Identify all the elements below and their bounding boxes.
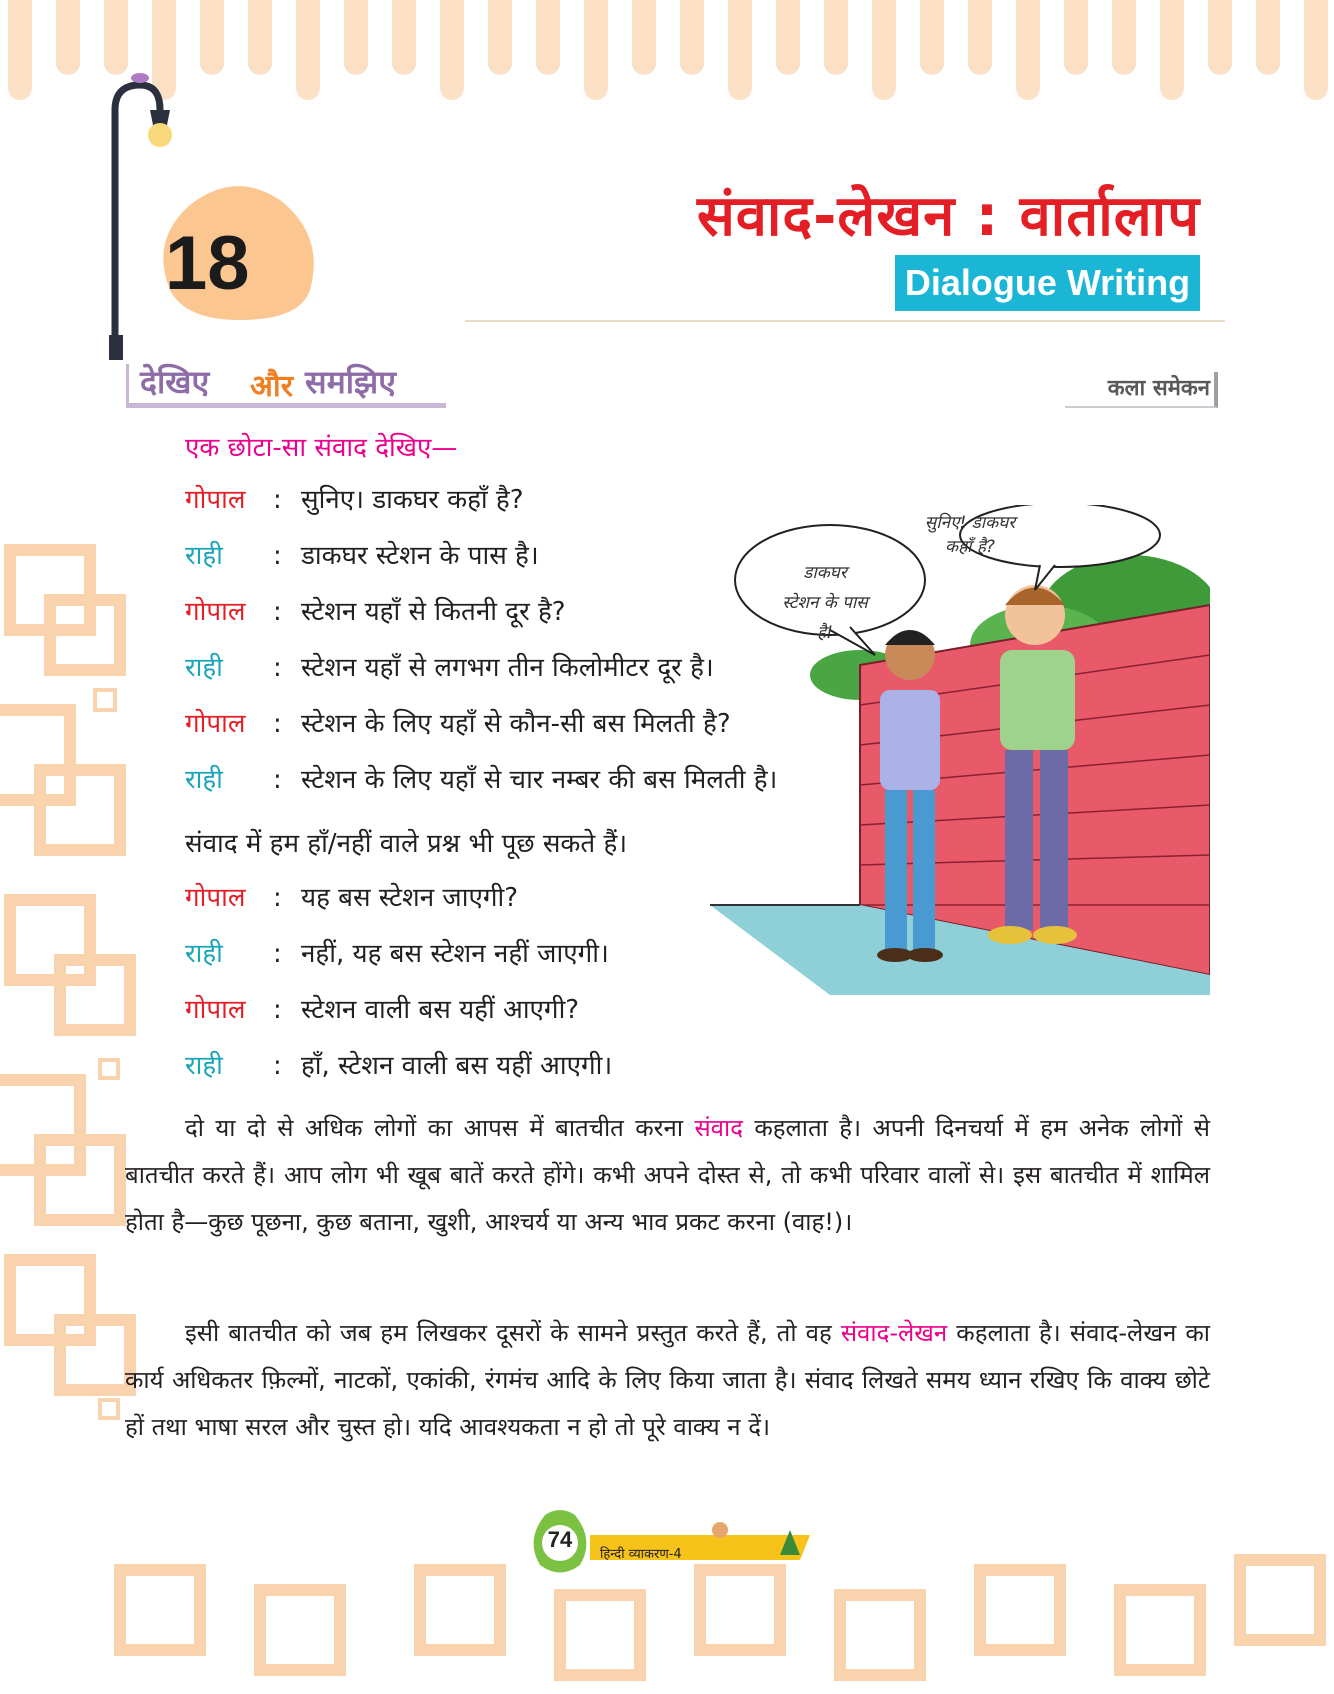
dialogue-text: स्टेशन के लिए यहाँ से चार नम्बर की बस मिलती है।: [301, 765, 778, 795]
awning-stripe: [680, 0, 704, 75]
dialogue-text: स्टेशन यहाँ से कितनी दूर है?: [301, 597, 566, 627]
awning-stripe: [1112, 0, 1136, 75]
awning-stripe: [1256, 0, 1280, 75]
speaker-name: गोपाल: [185, 485, 246, 515]
paragraph-text: इसी बातचीत को जब हम लिखकर दूसरों के सामने प्रस्तुत करते हैं, तो वह: [185, 1319, 841, 1347]
section-label-samjhiye: समझिए: [305, 363, 396, 401]
section-label-aur: और: [250, 369, 293, 404]
dialogue-intro: एक छोटा-सा संवाद देखिए—: [185, 433, 458, 463]
chapter-title-english: Dialogue Writing: [895, 255, 1200, 311]
speaker-name: गोपाल: [185, 709, 246, 739]
speech-bubble-line: सुनिए! डाकघर: [924, 513, 1016, 533]
awning-stripe: [776, 0, 800, 75]
awning-stripe: [392, 0, 416, 75]
dialogue-text: डाकघर स्टेशन के पास है।: [301, 541, 539, 571]
awning-stripe: [632, 0, 656, 75]
speaker-name: राही: [185, 765, 223, 795]
speech-bubble-line: कहाँ है?: [945, 537, 995, 557]
awning-stripe: [1208, 0, 1232, 75]
dialogue-line: राही : नहीं, यह बस स्टेशन नहीं जाएगी।: [185, 934, 609, 970]
awning-stripe: [56, 0, 80, 75]
highlight-term: संवाद-लेखन: [840, 1319, 948, 1347]
book-title: हिन्दी व्याकरण-4: [600, 1547, 682, 1562]
speech-bubble-line: डाकघर: [803, 563, 847, 583]
speaker-name: राही: [185, 541, 223, 571]
awning-stripe: [824, 0, 848, 75]
paragraph-text: दो या दो से अधिक लोगों का आपस में बातचीत करना: [185, 1114, 695, 1142]
dialogue-line: गोपाल : स्टेशन वाली बस यहीं आएगी?: [185, 990, 579, 1026]
dialogue-text: सुनिए। डाकघर कहाँ है?: [301, 485, 524, 515]
awning-stripe: [872, 0, 896, 100]
dialogue-line: राही : डाकघर स्टेशन के पास है।: [185, 536, 539, 572]
speech-bubble-line: है!: [817, 623, 833, 643]
speech-bubble-line: स्टेशन के पास: [782, 593, 868, 613]
yes-no-note: संवाद में हम हाँ/नहीं वाले प्रश्न भी पूछ सकते हैं।: [185, 829, 628, 859]
speaker-name: राही: [185, 939, 223, 969]
awning-stripe: [488, 0, 512, 75]
speaker-name: राही: [185, 653, 223, 683]
dialogue-line: गोपाल : सुनिए। डाकघर कहाँ है?: [185, 480, 524, 516]
awning-stripe: [1304, 0, 1328, 100]
awning-stripe: [8, 0, 32, 100]
dialogue-text: स्टेशन के लिए यहाँ से कौन-सी बस मिलती है?: [301, 709, 731, 739]
dialogue-text: स्टेशन वाली बस यहीं आएगी?: [301, 995, 580, 1025]
paragraph-text: कहलाता है। संवाद-लेखन का कार्य अधिकतर फ़िल्मों, नाटकों, एकांकी, रंगमंच आदि के लिए किया जाता है। संवाद लिखते समय ध्यान रखिए कि वाक्य छोटे हों तथा भाषा सरल और चुस्त हो। यदि आवश्यकता न हो तो पूरे वाक्य न दें।: [125, 1319, 1210, 1441]
chapter-number: 18: [165, 221, 250, 306]
awning-stripe: [1064, 0, 1088, 75]
awning-stripe: [920, 0, 944, 75]
awning-stripe: [536, 0, 560, 75]
awning-stripe: [440, 0, 464, 100]
paragraph-samvad-definition: [125, 1105, 1210, 1246]
awning-stripe: [104, 0, 128, 75]
dialogue-text: हाँ, स्टेशन वाली बस यहीं आएगी।: [301, 1051, 613, 1081]
chapter-title-hindi: संवाद-लेखन : वार्तालाप: [696, 184, 1200, 249]
title-divider: [465, 320, 1225, 322]
dialogue-text: नहीं, यह बस स्टेशन नहीं जाएगी।: [301, 939, 609, 969]
kala-samekan-tag: कला समेकन: [1065, 372, 1218, 408]
awning-stripe: [584, 0, 608, 100]
dialogue-text: स्टेशन यहाँ से लगभग तीन किलोमीटर दूर है।: [301, 653, 714, 683]
dialogue-line: राही : हाँ, स्टेशन वाली बस यहीं आएगी।: [185, 1046, 612, 1082]
dialogue-text: यह बस स्टेशन जाएगी?: [301, 883, 519, 913]
highlight-term: संवाद: [694, 1114, 743, 1142]
awning-stripe: [200, 0, 224, 75]
dialogue-line: गोपाल : स्टेशन यहाँ से कितनी दूर है?: [185, 592, 566, 628]
page-number: 74: [547, 1527, 573, 1552]
speaker-name: राही: [185, 1051, 223, 1081]
section-label-dekhiye: देखिए: [140, 363, 210, 401]
speaker-name: गोपाल: [185, 995, 246, 1025]
dialogue-line: राही : स्टेशन यहाँ से लगभग तीन किलोमीटर दूर है।: [185, 648, 714, 684]
speaker-name: गोपाल: [185, 597, 246, 627]
awning-stripe: [344, 0, 368, 75]
dialogue-line: राही : स्टेशन के लिए यहाँ से चार नम्बर की बस मिलती है।: [185, 760, 777, 796]
dialogue-line: गोपाल : स्टेशन के लिए यहाँ से कौन-सी बस मिलती है?: [185, 704, 731, 740]
dialogue-line: गोपाल : यह बस स्टेशन जाएगी?: [185, 878, 518, 914]
awning-stripe: [1016, 0, 1040, 100]
awning-stripe: [728, 0, 752, 100]
paragraph-text: कहलाता है। अपनी दिनचर्या में हम अनेक लोगों से बातचीत करते हैं। आप लोग भी खूब बातें करते होंगे। कभी अपने दोस्त से, तो कभी परिवार वालों से। इस बातचीत में शामिल होता है—कुछ पूछना, कुछ बताना, खुशी, आश्चर्य या अन्य भाव प्रकट करना (वाह!)।: [125, 1114, 1211, 1236]
awning-stripe: [968, 0, 992, 75]
awning-stripe: [1160, 0, 1184, 100]
speaker-name: गोपाल: [185, 883, 246, 913]
paragraph-samvad-lekhan: [125, 1310, 1210, 1451]
awning-stripe: [248, 0, 272, 75]
awning-stripe: [296, 0, 320, 100]
